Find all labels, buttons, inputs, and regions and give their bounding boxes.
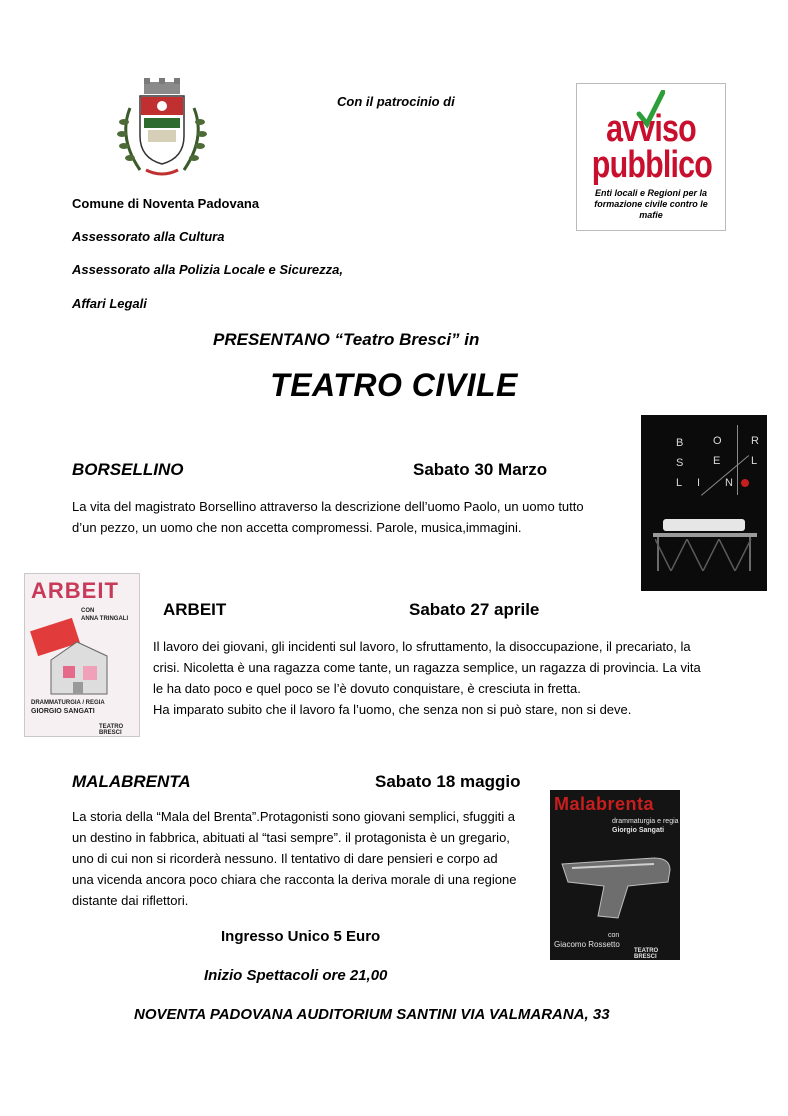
poster-sub2: Giorgio Sangati xyxy=(612,827,665,834)
show-title-borsellino: BORSELLINO xyxy=(72,460,184,479)
poster-arbeit xyxy=(24,573,140,737)
comune-crest-icon xyxy=(110,78,214,182)
poster-credit-label: DRAMMATURGIA / REGIA xyxy=(31,700,105,706)
text-line: La storia della “Mala del Brenta”.Protagonisti sono giovani semplici, sfuggiti a xyxy=(72,809,515,824)
poster-letter: R xyxy=(751,435,759,447)
poster-line xyxy=(737,425,738,495)
avviso-pubblico-logo xyxy=(576,83,726,231)
text-line: La vita del magistrato Borsellino attraverso la descrizione dell’uomo Paolo, un uomo tutto xyxy=(72,499,584,514)
text-line: Ha imparato subito che il lavoro fa l’uomo, che senza non si può stare, non si deve. xyxy=(153,702,632,717)
ingresso-label: Ingresso Unico 5 Euro xyxy=(221,928,381,945)
show-text-arbeit xyxy=(153,636,701,720)
poster-house-icon xyxy=(43,636,123,696)
poster-credit-name: GIORGIO SANGATI xyxy=(31,708,95,715)
show-date-malabrenta: Sabato 18 maggio xyxy=(375,772,521,791)
text-line: d’un pezzo, un uomo che non accetta compromessi. Parole, musica,immagini. xyxy=(72,520,522,535)
poster-headline: Malabrenta xyxy=(554,794,655,814)
venue-label: NOVENTA PADOVANA AUDITORIUM SANTINI VIA VALMARANA, 33 xyxy=(134,1006,610,1023)
page-title: TEATRO CIVILE xyxy=(270,367,518,403)
patronage-label: Con il patrocinio di xyxy=(337,94,455,109)
inizio-label: Inizio Spettacoli ore 21,00 xyxy=(204,967,388,984)
poster-letter: L xyxy=(676,477,683,489)
poster-actor: ANNA TRINGALI xyxy=(81,616,129,622)
text-line: uno di cui non si ricorderà nessuno. Il tentativo di dare pensieri e corpo ad xyxy=(72,851,498,866)
poster-company: TEATRO BRESCI xyxy=(99,724,124,736)
poster-line xyxy=(701,455,749,496)
poster-letter: I xyxy=(697,477,701,489)
poster-red-dot xyxy=(741,479,749,487)
text-line: le ha dato poco e quel poco se l’è dovuto conquistare, è cresciuta in fretta. xyxy=(153,681,581,696)
show-date-arbeit: Sabato 27 aprile xyxy=(409,600,540,619)
poster-letter: O xyxy=(713,435,722,447)
logo-tagline: Enti locali e Regioni per la formazione civile contro le mafie xyxy=(594,188,708,220)
show-date-borsellino: Sabato 30 Marzo xyxy=(413,460,548,479)
text-line: crisi. Nicoletta è una ragazza come tante, un ragazza semplice, un ragazza di provincia. La vita xyxy=(153,660,701,675)
poster-malabrenta xyxy=(550,790,680,960)
poster-figure xyxy=(663,519,745,531)
show-title-arbeit: ARBEIT xyxy=(163,600,227,619)
poster-pistol-icon xyxy=(558,842,676,922)
poster-actor: Giacomo Rossetto xyxy=(554,940,620,949)
org-comune: Comune di Noventa Padovana xyxy=(72,196,260,211)
org-affari: Affari Legali xyxy=(72,296,147,311)
poster-table xyxy=(653,533,757,537)
poster-letter: S xyxy=(676,457,684,469)
poster-letter: B xyxy=(676,437,684,449)
poster-con: CON xyxy=(81,608,95,614)
org-cultura: Assessorato alla Cultura xyxy=(72,229,225,244)
org-polizia: Assessorato alla Polizia Locale e Sicurezza, xyxy=(72,262,343,277)
text-line: un destino in fabbrica, abituati al “tasi sempre”. il protagonista è un gregario, xyxy=(72,830,510,845)
poster-sub1: drammaturgia e regia xyxy=(612,818,679,825)
logo-word-avviso: avviso xyxy=(606,108,696,150)
poster-con: con xyxy=(608,932,620,939)
poster-letter: L xyxy=(751,455,758,467)
poster-borsellino xyxy=(641,415,767,591)
text-line: Il lavoro dei giovani, gli incidenti sul lavoro, lo sfruttamento, la disoccupazione, il precariato, la xyxy=(153,639,691,654)
poster-truss-icon xyxy=(655,539,753,571)
text-line: distante dai riflettori. xyxy=(72,893,189,908)
text-line: una vicenda ancora poco chiara che racconta la deriva morale di una regione xyxy=(72,872,517,887)
show-text-borsellino xyxy=(72,496,584,538)
poster-company: TEATRO BRESCI xyxy=(634,948,659,960)
poster-letter: N xyxy=(725,477,733,489)
show-text-malabrenta xyxy=(72,806,516,911)
logo-word-pubblico: pubblico xyxy=(591,144,713,186)
poster-letter: E xyxy=(713,455,721,467)
presents-line: PRESENTANO “Teatro Bresci” in xyxy=(213,330,480,349)
poster-headline: ARBEIT xyxy=(31,578,119,603)
show-title-malabrenta: MALABRENTA xyxy=(72,772,191,791)
